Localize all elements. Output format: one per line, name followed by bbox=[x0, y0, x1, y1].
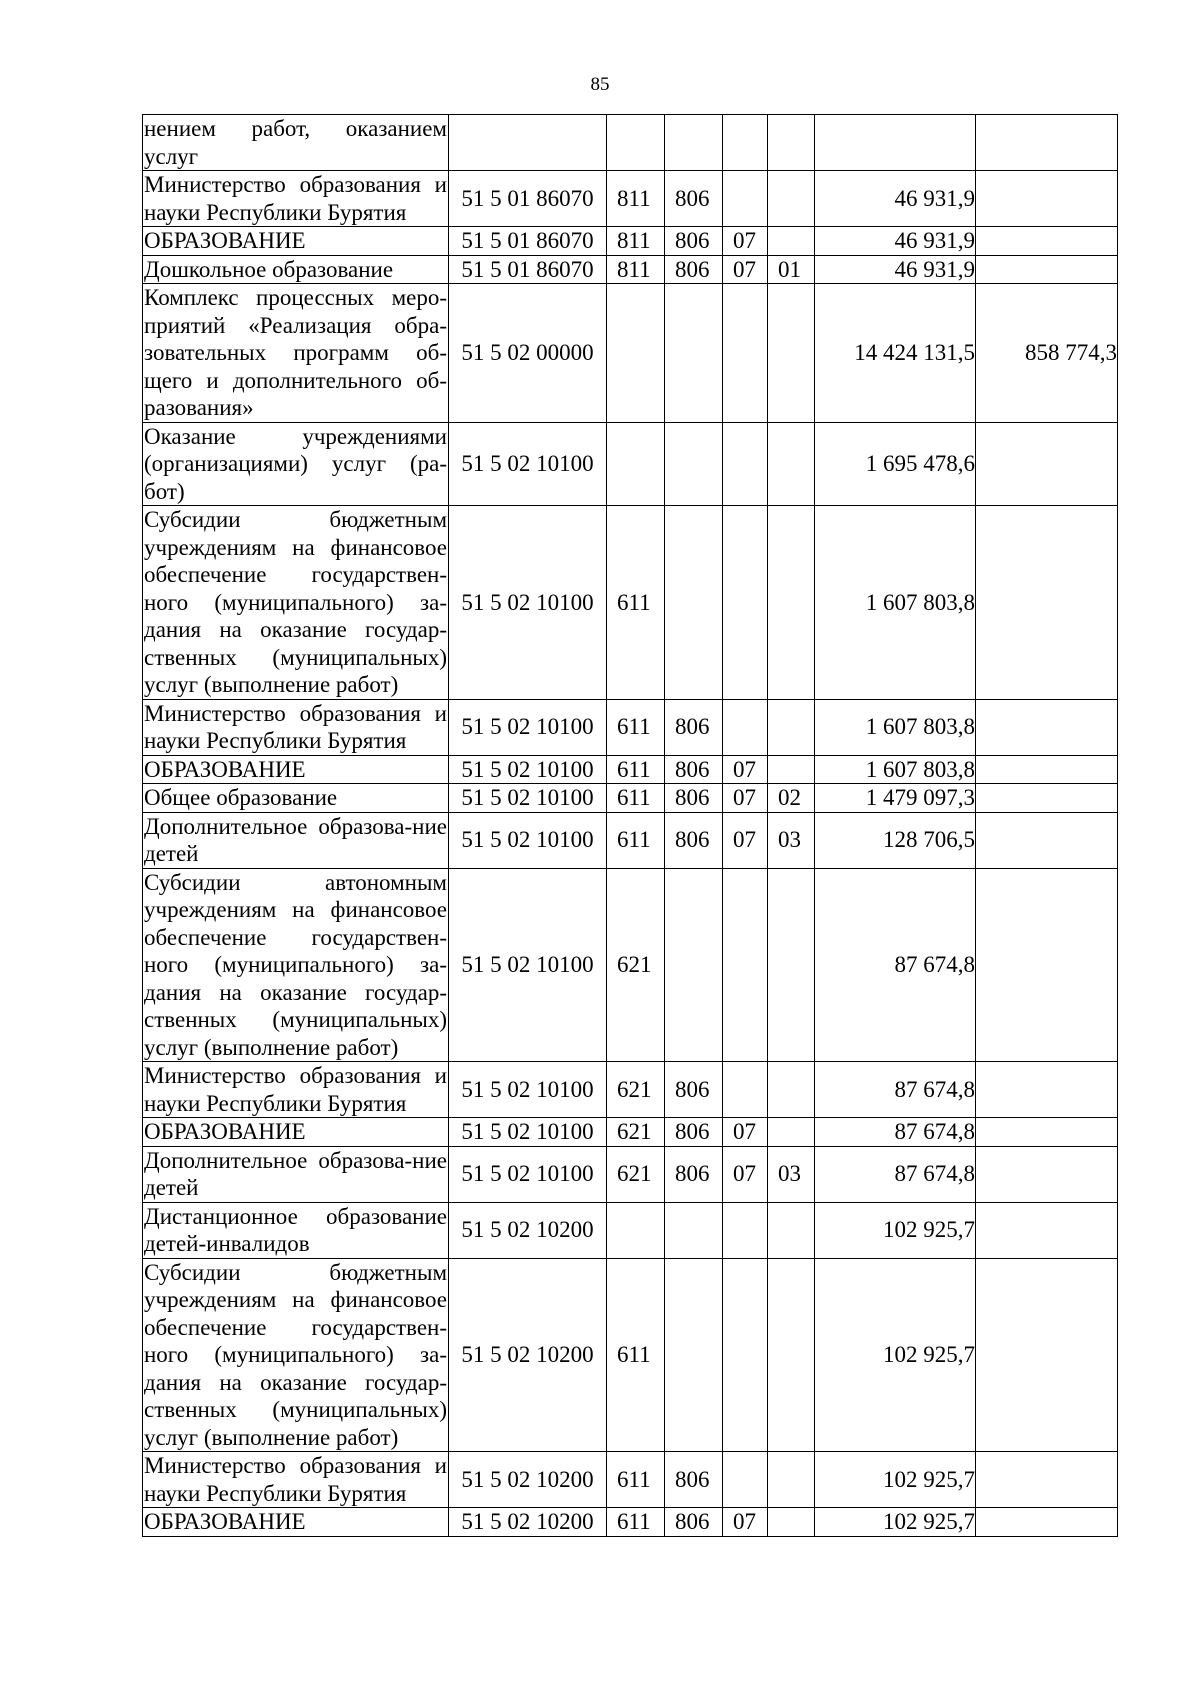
table-row bbox=[143, 422, 1118, 506]
row-name-cell: ОБРАЗОВАНИЕ bbox=[143, 755, 449, 784]
table-row bbox=[143, 1452, 1118, 1508]
amount-extra-cell bbox=[976, 699, 1118, 755]
administrator-code-cell bbox=[665, 115, 723, 171]
section-cell bbox=[723, 115, 768, 171]
section-cell: 07 bbox=[723, 784, 768, 813]
target-code-cell bbox=[449, 115, 607, 171]
subsection-cell bbox=[768, 171, 815, 227]
row-name-cell: ОБРАЗОВАНИЕ bbox=[143, 227, 449, 256]
target-code-cell: 51 5 01 86070 bbox=[449, 227, 607, 256]
amount-cell: 102 925,7 bbox=[815, 1202, 976, 1258]
target-code-cell: 51 5 02 10200 bbox=[449, 1508, 607, 1537]
table-row bbox=[143, 171, 1118, 227]
administrator-code-cell: 806 bbox=[665, 1062, 723, 1118]
row-name-cell: Министерство образования и науки Республики Бурятия bbox=[144, 1063, 447, 1116]
subsection-cell bbox=[768, 227, 815, 256]
section-cell bbox=[723, 422, 768, 506]
administrator-code-cell: 806 bbox=[665, 1508, 723, 1537]
expense-type-cell: 621 bbox=[607, 1062, 665, 1118]
subsection-cell bbox=[768, 699, 815, 755]
administrator-code-cell: 806 bbox=[665, 227, 723, 256]
amount-extra-cell bbox=[976, 1258, 1118, 1452]
table-row bbox=[143, 1258, 1118, 1452]
expense-type-cell: 611 bbox=[607, 1258, 665, 1452]
table-row bbox=[143, 868, 1118, 1062]
amount-cell: 46 931,9 bbox=[815, 171, 976, 227]
row-name-cell: Комплекс процессных меро-приятий «Реализация обра-зовательных программ об-щего и дополнительного об-разования» bbox=[144, 285, 447, 420]
amount-cell: 87 674,8 bbox=[815, 868, 976, 1062]
subsection-cell: 03 bbox=[768, 812, 815, 868]
expense-type-cell: 811 bbox=[607, 255, 665, 284]
target-code-cell: 51 5 02 10100 bbox=[449, 755, 607, 784]
row-name-cell: Дошкольное образование bbox=[143, 255, 449, 284]
subsection-cell bbox=[768, 755, 815, 784]
expense-type-cell bbox=[607, 115, 665, 171]
table-body bbox=[143, 115, 1118, 1537]
amount-cell: 1 479 097,3 bbox=[815, 784, 976, 813]
amount-cell: 102 925,7 bbox=[815, 1508, 976, 1537]
amount-extra-cell bbox=[976, 1118, 1118, 1147]
amount-extra-cell: 858 774,3 bbox=[976, 284, 1118, 423]
subsection-cell bbox=[768, 1452, 815, 1508]
expense-type-cell: 611 bbox=[607, 506, 665, 700]
section-cell: 07 bbox=[723, 1146, 768, 1202]
row-name-cell: нением работ, оказанием услуг bbox=[144, 116, 447, 169]
amount-cell: 1 607 803,8 bbox=[815, 506, 976, 700]
subsection-cell: 03 bbox=[768, 1146, 815, 1202]
administrator-code-cell: 806 bbox=[665, 812, 723, 868]
expense-type-cell: 611 bbox=[607, 1508, 665, 1537]
administrator-code-cell bbox=[665, 1202, 723, 1258]
target-code-cell: 51 5 02 10100 bbox=[449, 422, 607, 506]
table-row bbox=[143, 255, 1118, 284]
row-name-cell: ОБРАЗОВАНИЕ bbox=[143, 1118, 449, 1147]
section-cell bbox=[723, 284, 768, 423]
expense-type-cell: 611 bbox=[607, 812, 665, 868]
table-row bbox=[143, 812, 1118, 868]
amount-cell: 102 925,7 bbox=[815, 1258, 976, 1452]
expense-type-cell: 811 bbox=[607, 227, 665, 256]
amount-cell: 1 607 803,8 bbox=[815, 699, 976, 755]
administrator-code-cell: 806 bbox=[665, 784, 723, 813]
section-cell bbox=[723, 1202, 768, 1258]
amount-extra-cell bbox=[976, 755, 1118, 784]
target-code-cell: 51 5 02 10100 bbox=[449, 868, 607, 1062]
row-name-cell: Субсидии автономным учреждениям на финансовое обеспечение государствен-ного (муниципального) за-дания на оказание государ-ственных (муниципальных) услуг (выполнение работ) bbox=[144, 869, 447, 1060]
amount-cell bbox=[815, 115, 976, 171]
section-cell bbox=[723, 699, 768, 755]
target-code-cell: 51 5 02 10200 bbox=[449, 1202, 607, 1258]
section-cell bbox=[723, 868, 768, 1062]
amount-extra-cell bbox=[976, 115, 1118, 171]
table-row bbox=[143, 284, 1118, 423]
amount-extra-cell bbox=[976, 227, 1118, 256]
administrator-code-cell bbox=[665, 422, 723, 506]
table-row bbox=[143, 227, 1118, 256]
expense-type-cell bbox=[607, 422, 665, 506]
expense-type-cell: 611 bbox=[607, 699, 665, 755]
amount-cell: 87 674,8 bbox=[815, 1062, 976, 1118]
row-name-cell: Дистанционное образование детей-инвалидов bbox=[144, 1203, 447, 1256]
budget-table bbox=[142, 114, 1118, 1537]
amount-extra-cell bbox=[976, 255, 1118, 284]
amount-cell: 1 607 803,8 bbox=[815, 755, 976, 784]
section-cell: 07 bbox=[723, 227, 768, 256]
target-code-cell: 51 5 02 10100 bbox=[449, 1062, 607, 1118]
administrator-code-cell bbox=[665, 868, 723, 1062]
expense-type-cell: 611 bbox=[607, 755, 665, 784]
target-code-cell: 51 5 02 10200 bbox=[449, 1452, 607, 1508]
expense-type-cell bbox=[607, 1202, 665, 1258]
amount-extra-cell bbox=[976, 1452, 1118, 1508]
section-cell bbox=[723, 1452, 768, 1508]
table-row bbox=[143, 1118, 1118, 1147]
expense-type-cell: 621 bbox=[607, 868, 665, 1062]
amount-cell: 87 674,8 bbox=[815, 1118, 976, 1147]
expense-type-cell bbox=[607, 284, 665, 423]
target-code-cell: 51 5 02 10100 bbox=[449, 784, 607, 813]
administrator-code-cell: 806 bbox=[665, 255, 723, 284]
row-name-cell: ОБРАЗОВАНИЕ bbox=[143, 1508, 449, 1537]
expense-type-cell: 811 bbox=[607, 171, 665, 227]
amount-cell: 46 931,9 bbox=[815, 227, 976, 256]
target-code-cell: 51 5 02 10100 bbox=[449, 506, 607, 700]
amount-extra-cell bbox=[976, 422, 1118, 506]
administrator-code-cell bbox=[665, 506, 723, 700]
amount-extra-cell bbox=[976, 1062, 1118, 1118]
amount-extra-cell bbox=[976, 1202, 1118, 1258]
row-name-cell: Дополнительное образова-ние детей bbox=[144, 813, 447, 866]
target-code-cell: 51 5 01 86070 bbox=[449, 255, 607, 284]
expense-type-cell: 621 bbox=[607, 1146, 665, 1202]
table-row bbox=[143, 1146, 1118, 1202]
table-row bbox=[143, 784, 1118, 813]
table-row bbox=[143, 115, 1118, 171]
administrator-code-cell: 806 bbox=[665, 1146, 723, 1202]
page-number: 85 bbox=[590, 74, 610, 95]
administrator-code-cell: 806 bbox=[665, 1452, 723, 1508]
section-cell: 07 bbox=[723, 1508, 768, 1537]
amount-cell: 102 925,7 bbox=[815, 1452, 976, 1508]
row-name-cell: Субсидии бюджетным учреждениям на финансовое обеспечение государствен-ного (муниципального) за-дания на оказание государ-ственных (муниципальных) услуг (выполнение работ) bbox=[144, 1259, 447, 1450]
amount-cell: 128 706,5 bbox=[815, 812, 976, 868]
row-name-cell: Министерство образования и науки Республики Бурятия bbox=[144, 700, 447, 753]
amount-extra-cell bbox=[976, 171, 1118, 227]
table-row bbox=[143, 699, 1118, 755]
row-name-cell: Министерство образования и науки Республики Бурятия bbox=[144, 172, 447, 225]
target-code-cell: 51 5 02 10200 bbox=[449, 1258, 607, 1452]
target-code-cell: 51 5 02 00000 bbox=[449, 284, 607, 423]
expense-type-cell: 611 bbox=[607, 784, 665, 813]
expense-type-cell: 611 bbox=[607, 1452, 665, 1508]
section-cell: 07 bbox=[723, 812, 768, 868]
subsection-cell bbox=[768, 1202, 815, 1258]
subsection-cell bbox=[768, 422, 815, 506]
expense-type-cell: 621 bbox=[607, 1118, 665, 1147]
subsection-cell bbox=[768, 1258, 815, 1452]
target-code-cell: 51 5 02 10100 bbox=[449, 1146, 607, 1202]
section-cell bbox=[723, 1258, 768, 1452]
amount-extra-cell bbox=[976, 1508, 1118, 1537]
subsection-cell: 01 bbox=[768, 255, 815, 284]
section-cell: 07 bbox=[723, 255, 768, 284]
section-cell: 07 bbox=[723, 755, 768, 784]
row-name-cell: Общее образование bbox=[143, 784, 449, 813]
amount-cell: 1 695 478,6 bbox=[815, 422, 976, 506]
amount-extra-cell bbox=[976, 784, 1118, 813]
section-cell bbox=[723, 1062, 768, 1118]
target-code-cell: 51 5 01 86070 bbox=[449, 171, 607, 227]
table-row bbox=[143, 506, 1118, 700]
section-cell bbox=[723, 171, 768, 227]
amount-extra-cell bbox=[976, 506, 1118, 700]
table-row bbox=[143, 1062, 1118, 1118]
table-row bbox=[143, 1508, 1118, 1537]
amount-extra-cell bbox=[976, 1146, 1118, 1202]
administrator-code-cell: 806 bbox=[665, 171, 723, 227]
subsection-cell bbox=[768, 1508, 815, 1537]
subsection-cell bbox=[768, 868, 815, 1062]
subsection-cell: 02 bbox=[768, 784, 815, 813]
target-code-cell: 51 5 02 10100 bbox=[449, 812, 607, 868]
row-name-cell: Дополнительное образова-ние детей bbox=[144, 1147, 447, 1200]
target-code-cell: 51 5 02 10100 bbox=[449, 699, 607, 755]
administrator-code-cell bbox=[665, 284, 723, 423]
subsection-cell bbox=[768, 1118, 815, 1147]
section-cell: 07 bbox=[723, 1118, 768, 1147]
row-name-cell: Оказание учреждениями (организациями) услуг (ра-бот) bbox=[144, 423, 447, 504]
amount-cell: 46 931,9 bbox=[815, 255, 976, 284]
row-name-cell: Министерство образования и науки Республики Бурятия bbox=[144, 1453, 447, 1506]
amount-extra-cell bbox=[976, 868, 1118, 1062]
administrator-code-cell: 806 bbox=[665, 755, 723, 784]
amount-cell: 87 674,8 bbox=[815, 1146, 976, 1202]
administrator-code-cell: 806 bbox=[665, 1118, 723, 1147]
row-name-cell: Субсидии бюджетным учреждениям на финансовое обеспечение государствен-ного (муниципального) за-дания на оказание государ-ственных (муниципальных) услуг (выполнение работ) bbox=[144, 507, 447, 697]
administrator-code-cell bbox=[665, 1258, 723, 1452]
target-code-cell: 51 5 02 10100 bbox=[449, 1118, 607, 1147]
administrator-code-cell: 806 bbox=[665, 699, 723, 755]
amount-extra-cell bbox=[976, 812, 1118, 868]
table-row bbox=[143, 755, 1118, 784]
subsection-cell bbox=[768, 506, 815, 700]
subsection-cell bbox=[768, 1062, 815, 1118]
table-row bbox=[143, 1202, 1118, 1258]
subsection-cell bbox=[768, 284, 815, 423]
amount-cell: 14 424 131,5 bbox=[815, 284, 976, 423]
section-cell bbox=[723, 506, 768, 700]
subsection-cell bbox=[768, 115, 815, 171]
